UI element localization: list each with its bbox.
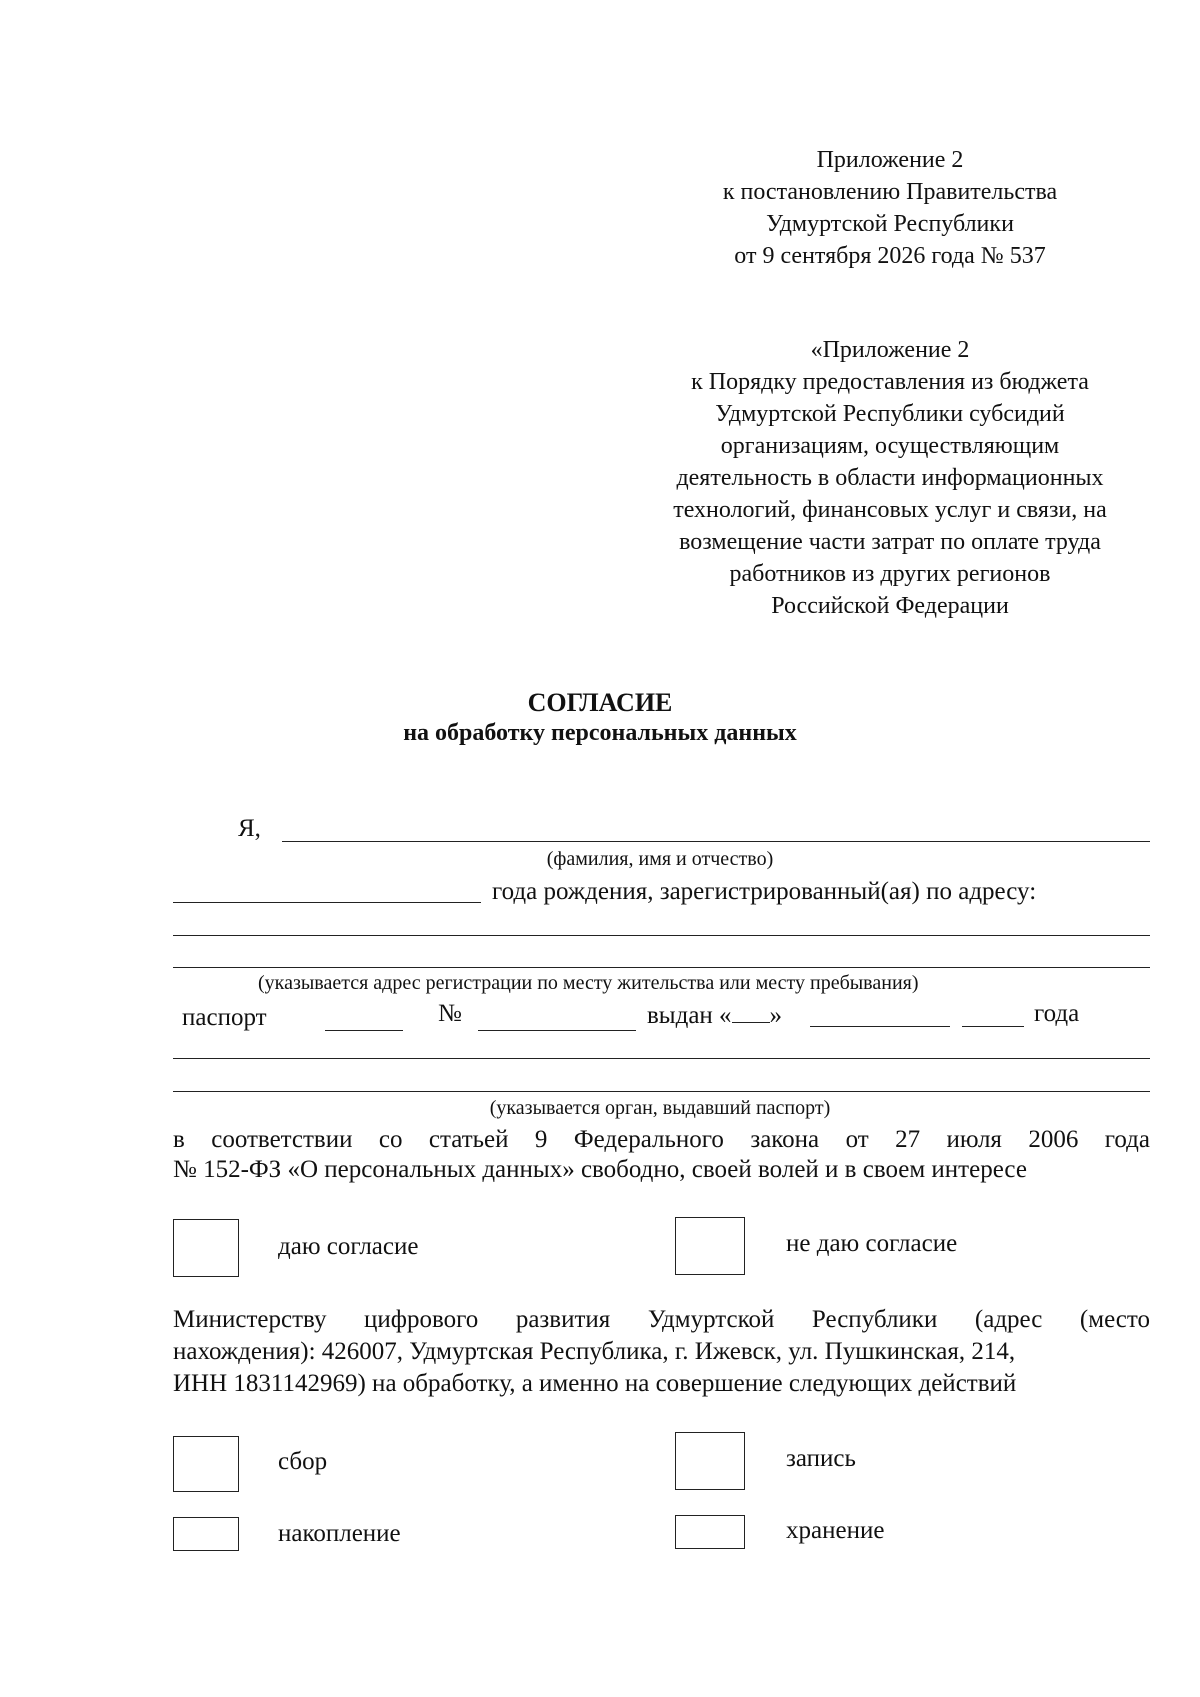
procedure-header-line: к Порядку предоставления из бюджета [691,369,1089,395]
deny-consent-label: не даю согласие [786,1230,958,1257]
issuer-field-1[interactable] [173,1058,1150,1059]
fio-field[interactable] [282,841,1150,842]
procedure-header-line: технологий, финансовых услуг и связи, на [673,497,1107,523]
collect-label: сбор [278,1448,328,1475]
issue-year-field[interactable] [962,1026,1024,1027]
procedure-header-line: организациям, осуществляющим [720,433,1060,459]
give-consent-checkbox[interactable] [173,1219,239,1277]
issue-month-field[interactable] [810,1026,950,1027]
passport-number-field[interactable] [478,1030,636,1031]
passport-series-field[interactable] [325,1030,403,1031]
law-line-1: в соответствии со статьей 9 Федерального закона от 27 июля 2006 года [173,1126,1150,1153]
issued-quote: » [769,1002,783,1029]
store-label: хранение [786,1517,885,1544]
issuer-hint: (указывается орган, выдавший паспорт) [489,1097,831,1119]
collect-checkbox[interactable] [173,1436,239,1492]
document-title: СОГЛАСИЕ [527,688,673,717]
store-checkbox[interactable] [675,1515,745,1549]
annex-header-line: Приложение 2 [816,147,964,173]
issued-label [647,1002,782,1030]
annex-header-line: Удмуртской Республики [766,211,1014,237]
record-label: запись [786,1445,856,1472]
law-line-2: № 152-ФЗ «О персональных данных» свободно, своей волей и в своем интересе [173,1156,1027,1183]
fio-hint: (фамилия, имя и отчество) [546,848,774,870]
annex-header-line: к постановлению Правительства [722,179,1058,205]
accumulate-checkbox[interactable] [173,1517,239,1551]
ministry-line-1: Министерству цифрового развития Удмуртской Республики (адрес (место [173,1306,1150,1333]
record-checkbox[interactable] [675,1432,745,1490]
birth-year-field[interactable] [173,902,481,903]
procedure-header-line: Удмуртской Республики субсидий [715,401,1065,427]
i-label: Я, [238,815,261,842]
annex-header [640,144,1140,272]
procedure-header-line: Российской Федерации [771,593,1009,619]
procedure-header-line: «Приложение 2 [810,337,970,363]
procedure-header-line: работников из других регионов [729,561,1051,587]
ministry-line-2: нахождения): 426007, Удмуртская Республика, г. Ижевск, ул. Пушкинская, 214, [173,1338,1016,1365]
ministry-line-3: ИНН 1831142969) на обработку, а именно на совершение следующих действий [173,1370,1017,1397]
address-field-2[interactable] [173,967,1150,968]
issued-label-text: выдан « [647,1002,732,1029]
procedure-header-line: возмещение части затрат по оплате труда [679,529,1101,555]
issuer-field-2[interactable] [173,1091,1150,1092]
accumulate-label: накопление [278,1520,401,1547]
deny-consent-checkbox[interactable] [675,1217,745,1275]
issue-day-field[interactable] [732,1022,770,1023]
year-label: года [1034,1000,1080,1027]
document-subtitle: на обработку персональных данных [403,720,797,746]
passport-label: паспорт [182,1004,267,1031]
address-field-1[interactable] [173,935,1150,936]
procedure-header-line: деятельность в области информационных [676,465,1104,491]
address-hint: (указывается адрес регистрации по месту жительства или месту пребывания) [258,972,919,994]
birth-text: года рождения, зарегистрированный(ая) по адресу: [492,878,1037,905]
procedure-header [620,334,1160,622]
number-label: № [438,1000,462,1027]
give-consent-label: даю согласие [278,1233,419,1260]
annex-header-line: от 9 сентября 2026 года № 537 [734,243,1046,269]
